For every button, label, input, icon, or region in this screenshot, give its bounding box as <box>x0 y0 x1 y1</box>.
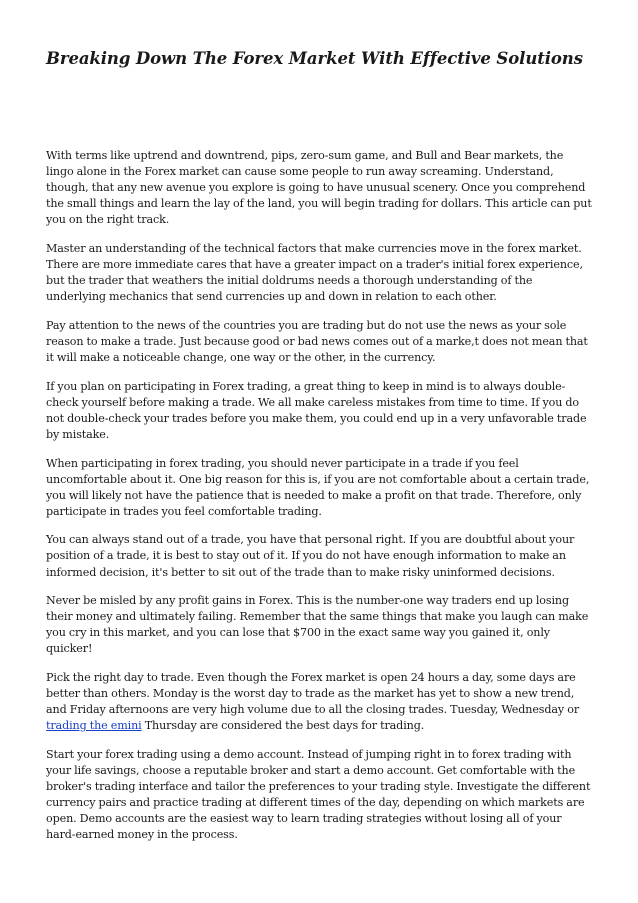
paragraph-2: Master an understanding of the technical factors that make currencies move in the forex market. There are more immediate cares that have a greater impact on a trader's initial forex experience, but the trader that weathers the initial doldrums needs a thorough understanding of the underlying mechanics that send currencies up and down in relation to each other. <box>46 241 583 304</box>
paragraph-8-text-after: Thursday are considered the best days for trading. <box>141 719 425 733</box>
paragraph-4: If you plan on participating in Forex trading, a great thing to keep in mind is to always double-check yourself before making a trade. We all make careless mistakes from time to time. If you do not double-check your trades before you make them, you could end up in a very unfavorable trade by mistake. <box>46 379 587 441</box>
trading-the-emini-link[interactable]: trading the emini <box>46 719 142 733</box>
article-body <box>46 148 592 843</box>
paragraph-3: Pay attention to the news of the countries you are trading but do not use the news as your sole reason to make a trade. Just because good or bad news comes out of a marke,t does not mean that it will make a noticeable change, one way or the other, in the currency. <box>46 318 588 365</box>
paragraph-5: When participating in forex trading, you should never participate in a trade if you feel uncomfortable about it. One big reason for this is, if you are not comfortable about a certain trade, you will likely not have the patience that is needed to make a profit on that trade. Therefore, only participate in trades you feel comfortable trading. <box>46 456 590 518</box>
paragraph-9: Start your forex trading using a demo account. Instead of jumping right in to forex trading with your life savings, choose a reputable broker and start a demo account. Get comfortable with the broker's trading interface and tailor the preferences to your trading style. Investigate the different currency pairs and practice trading at different times of the day, depending on which markets are open. Demo accounts are the easiest way to learn trading strategies without losing all of your hard-earned money in the process. <box>46 747 591 842</box>
paragraph-1: With terms like uptrend and downtrend, pips, zero-sum game, and Bull and Bear markets, the lingo alone in the Forex market can cause some people to run away screaming. Understand, though, that any new avenue you explore is going to have unusual scenery. Once you comprehend the small things and learn the lay of the land, you will begin trading for dollars. This article can put you on the right track. <box>46 149 592 227</box>
paragraph-7: Never be misled by any profit gains in Forex. This is the number-one way traders end up losing their money and ultimately failing. Remember that the same things that make you laugh can make you cry in this market, and you can lose that $700 in the exact same way you gained it, only quicker! <box>46 594 589 656</box>
paragraph-8 <box>46 670 592 734</box>
document-title: Breaking Down The Forex Market With Effective Solutions <box>46 49 583 68</box>
paragraph-8-text-before: Pick the right day to trade. Even though the Forex market is open 24 hours a day, some days are better than others. Monday is the worst day to trade as the market has yet to show a new trend, and Friday afternoons are very high volume due to all the closing trades. Tuesday, Wednesday or <box>46 671 580 717</box>
paragraph-6: You can always stand out of a trade, you have that personal right. If you are doubtful about your position of a trade, it is best to stay out of it. If you do not have enough information to make an informed decision, it's better to sit out of the trade than to make risky uninformed decisions. <box>46 533 575 579</box>
